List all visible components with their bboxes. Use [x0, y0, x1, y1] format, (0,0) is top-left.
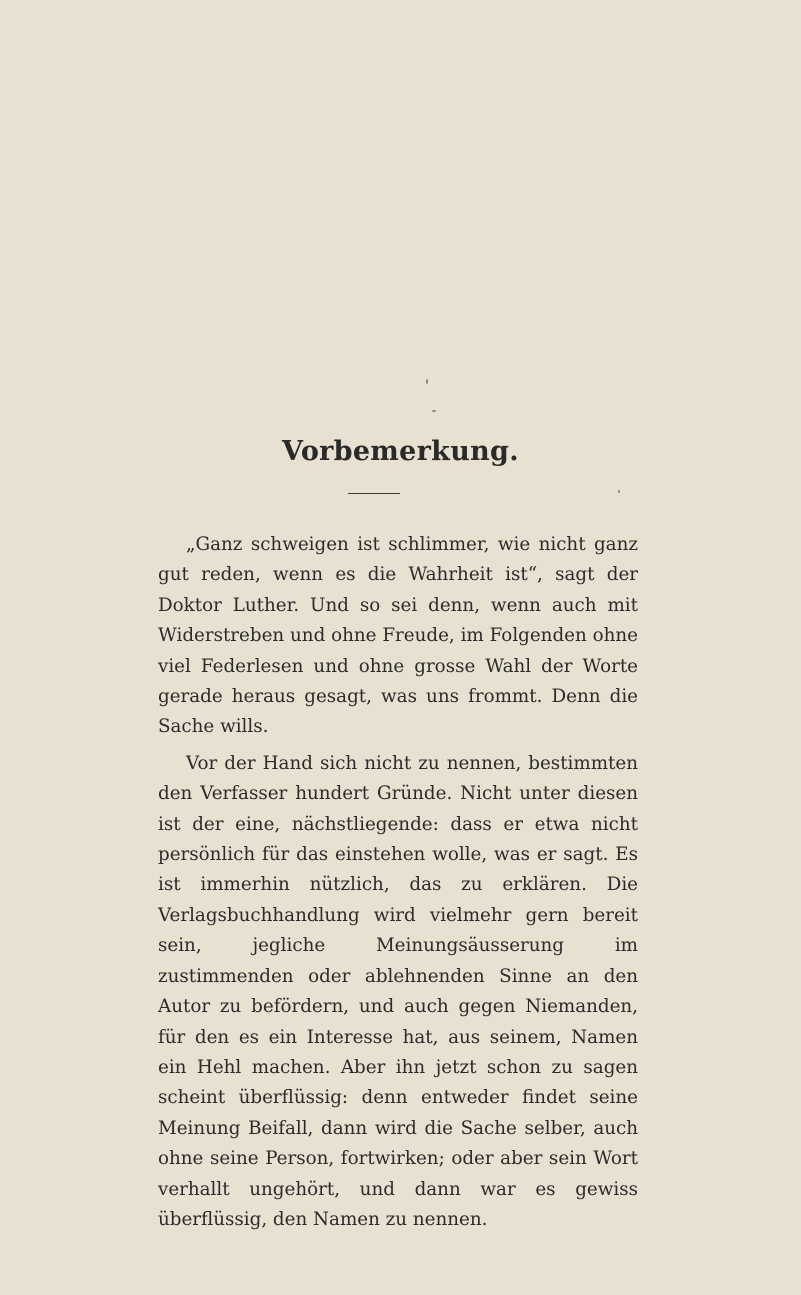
body-text [158, 530, 638, 1235]
paper-speck [426, 379, 428, 384]
paper-speck [618, 490, 620, 493]
title-divider [348, 493, 400, 494]
paragraph-2: Vor der Hand sich nicht zu nennen, bestimmten den Verfasser hundert Gründe. Nicht unter diesen ist der eine, nächstliegende: dass er etwa nicht persönlich für das einstehen wolle, was er sagt. Es ist immerhin nützlich, das zu erklären. Die Verlagsbuchhandlung wird vielmehr gern bereit sein, jegliche Meinungsäusserung im zustimmenden oder ablehnenden Sinne an den Autor zu befördern, und auch gegen Niemanden, für den es ein Interesse hat, aus seinem, Namen ein Hehl machen. Aber ihn jetzt schon zu sagen scheint überflüssig: denn entweder findet seine Meinung Beifall, dann wird die Sache selber, auch ohne seine Person, fortwirken; oder aber sein Wort verhallt ungehört, und dann war es gewiss überflüssig, den Namen zu nennen. [158, 752, 638, 1230]
page-title: Vorbemerkung. [282, 436, 519, 467]
paper-speck [432, 410, 436, 412]
paragraph-1: „Ganz schweigen ist schlimmer, wie nicht ganz gut reden, wenn es die Wahrheit ist“, sagt der Doktor Luther. Und so sei denn, wenn auch mit Widerstreben und ohne Freude, im Folgenden ohne viel Federlesen und ohne grosse Wahl der Worte gerade heraus gesagt, was uns frommt. Denn die Sache wills. [158, 534, 638, 738]
